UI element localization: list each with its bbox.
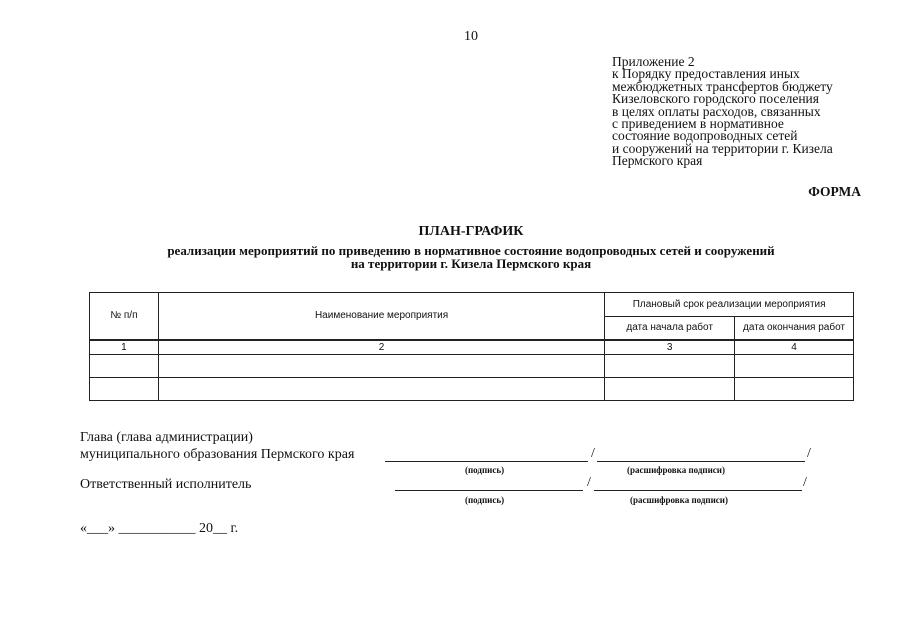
table-row: [90, 354, 854, 377]
document-subtitle: [100, 244, 842, 270]
responsible-decoding-line[interactable]: [594, 490, 802, 491]
header-name: Наименование мероприятия: [158, 293, 604, 340]
appendix-line: состояние водопроводных сетей: [612, 128, 798, 144]
header-end-date: дата окончания работ: [735, 317, 854, 340]
page-number: 10: [464, 29, 478, 44]
empty-cell[interactable]: [605, 377, 735, 400]
column-number: 3: [605, 340, 735, 355]
slash-separator: /: [807, 446, 811, 461]
empty-cell[interactable]: [605, 354, 735, 377]
column-number: 2: [158, 340, 604, 355]
head-decoding-line[interactable]: [597, 461, 805, 462]
caption-signature: (подпись): [465, 465, 505, 475]
column-number: 4: [735, 340, 854, 355]
appendix-line: в целях оплаты расходов, связанных: [612, 103, 821, 119]
appendix-line: Кизеловского городского поселения: [612, 91, 819, 107]
document-title: ПЛАН-ГРАФИК: [418, 224, 524, 239]
caption-decoding: (расшифровка подписи): [630, 495, 728, 505]
empty-cell[interactable]: [158, 354, 604, 377]
caption-signature: (подпись): [465, 495, 505, 505]
empty-cell[interactable]: [158, 377, 604, 400]
head-title-line1: Глава (глава администрации): [80, 430, 253, 445]
slash-separator: /: [591, 446, 595, 461]
responsible-signature-line[interactable]: [395, 490, 583, 491]
slash-separator: /: [803, 475, 807, 490]
header-period: Плановый срок реализации мероприятия: [605, 293, 854, 317]
head-title-line2: муниципального образования Пермского края: [80, 447, 355, 462]
header-start-date: дата начала работ: [605, 317, 735, 340]
subtitle-line: реализации мероприятий по приведению в нормативное состояние водопроводных сетей и сооружений: [167, 243, 775, 258]
appendix-line: межбюджетных трансфертов бюджету: [612, 78, 833, 94]
plan-table: [89, 292, 854, 401]
appendix-line: с приведением в нормативное: [612, 116, 784, 132]
subtitle-line: на территории г. Кизела Пермского края: [350, 256, 592, 271]
empty-cell[interactable]: [735, 377, 854, 400]
appendix-header: [612, 56, 902, 168]
forma-label: ФОРМА: [808, 184, 861, 199]
header-num: № п/п: [90, 293, 159, 340]
appendix-line: и сооружений на территории г. Кизела: [612, 140, 833, 156]
appendix-line: Пермского края: [612, 153, 703, 169]
empty-cell[interactable]: [90, 354, 159, 377]
appendix-line: к Порядку предоставления иных: [612, 66, 800, 82]
responsible-title: Ответственный исполнитель: [80, 477, 252, 492]
column-number: 1: [90, 340, 159, 355]
empty-cell[interactable]: [735, 354, 854, 377]
slash-separator: /: [587, 475, 591, 490]
date-line[interactable]: «___» ___________ 20__ г.: [80, 521, 239, 536]
head-signature-line[interactable]: [385, 461, 588, 462]
caption-decoding: (расшифровка подписи): [627, 465, 725, 475]
appendix-line: Приложение 2: [612, 54, 695, 69]
table-row: [90, 377, 854, 400]
empty-cell[interactable]: [90, 377, 159, 400]
